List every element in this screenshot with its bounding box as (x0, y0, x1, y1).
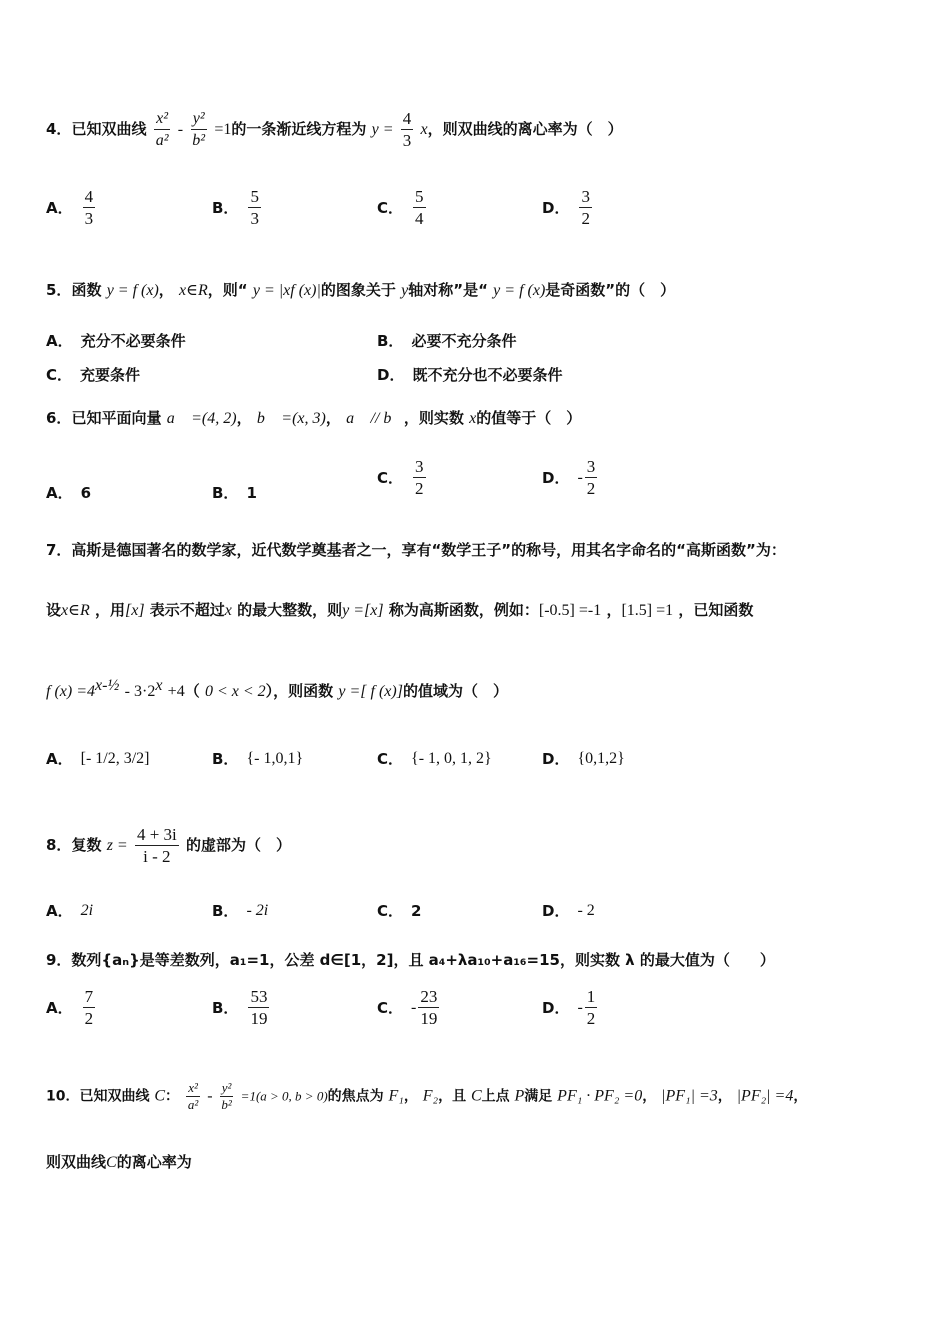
q4-stem: 4．已知双曲线 $\frac{\text{x²}}{\text{a²}}$ - $\frac{\text{y²}}{\text{b²}}$ =1的一条渐近线方程为 y = $\frac{4}{3}$ x，则双曲线的离心率为（ ） (46, 109, 623, 150)
q6-option-b[interactable]: B． 1 (212, 483, 257, 502)
q5-option-c[interactable]: C． 充要条件 (46, 366, 141, 384)
q9-option-a-frac: $\frac{7}{2}$ (84, 987, 94, 1028)
q9-option-c-frac: $\frac{23}{19}$ (420, 987, 438, 1028)
q9-option-b-frac: $\frac{53}{19}$ (250, 987, 268, 1028)
q4-option-b[interactable]: B． $\frac{5}{3}$ (212, 187, 259, 228)
q4-frac-y: $\frac{\text{y²}}{\text{b²}}$ (192, 110, 206, 149)
q8-option-d[interactable]: D． - 2 (542, 901, 595, 920)
q5-stem: 5．函数 y = f (x)， x∈R，则“ y = |xf (x)|的图象关于 y轴对称”是“ y = f (x)是奇函数”的（ ） (46, 281, 676, 299)
q8-option-a[interactable]: A． 2i (46, 901, 94, 920)
q6-option-d[interactable]: D． - $\frac{3}{2}$ (542, 457, 596, 498)
q4-option-b-frac: $\frac{5}{3}$ (250, 187, 259, 228)
q7-option-a[interactable]: A． [- 1/2, 3/2] (46, 749, 150, 768)
q10-line2: 则双曲线C的离心率为 (46, 1153, 192, 1171)
q7-line1: 7．高斯是德国著名的数学家，近代数学奠基者之一，享有“数学王子”的称号，用其名字命名的“高斯函数”为： (46, 541, 786, 559)
q4-option-a[interactable]: A． $\frac{4}{3}$ (46, 187, 94, 228)
q8-option-c[interactable]: C． 2 (377, 901, 422, 920)
q10-frac-x: $\frac{\text{x²}}{\text{a²}}$ (187, 1080, 199, 1112)
q6-option-c[interactable]: C． $\frac{3}{2}$ (377, 457, 424, 498)
q7-option-d[interactable]: D． {0,1,2} (542, 749, 625, 768)
q7-option-b[interactable]: B． {- 1,0,1} (212, 749, 304, 768)
q4-asym-frac: $\frac{4}{3}$ (402, 109, 412, 150)
q5-option-a[interactable]: A． 充分不必要条件 (46, 332, 186, 350)
q10-frac-y: $\frac{\text{y²}}{\text{b²}}$ (221, 1080, 232, 1112)
q5-option-b[interactable]: B． 必要不充分条件 (377, 332, 517, 350)
q6-option-c-frac: $\frac{3}{2}$ (415, 457, 424, 498)
q4-option-c[interactable]: C． $\frac{5}{4}$ (377, 187, 424, 228)
q9-option-b[interactable]: B． $\frac{53}{19}$ (212, 987, 268, 1028)
q7-line2: 设x∈R ，用[x] 表示不超过x 的最大整数，则y =[x] 称为高斯函数，例如：[-0.5] =-1 ，[1.5] =1 ，已知函数 (46, 601, 754, 619)
q4-frac-x: $\frac{\text{x²}}{\text{a²}}$ (155, 110, 169, 149)
q6-option-d-frac: $\frac{3}{2}$ (586, 457, 596, 498)
q4-option-c-frac: $\frac{5}{4}$ (415, 187, 424, 228)
q9-option-a[interactable]: A． $\frac{7}{2}$ (46, 987, 94, 1028)
q5-option-d[interactable]: D． 既不充分也不必要条件 (377, 366, 563, 384)
q6-stem: 6．已知平面向量 a⃗ =(4, 2)， b⃗ =(x, 3)， a⃗ // b⃗，则实数 x的值等于（ ） (46, 409, 582, 427)
q7-line3: f $(x) =4^{x-\frac{1}{2}} - 3\cdot 2^x +4$（ 0 < x < 2），则函数 y =[ f (x)]的值域为（ ） (46, 677, 508, 700)
q4-option-a-frac: $\frac{4}{3}$ (84, 187, 94, 228)
q9-stem: 9．数列{aₙ}是等差数列，a₁=1，公差 d∈[1，2]，且 a₄+λa₁₀+a₁₆=15，则实数 λ 的最大值为（ ） (46, 951, 775, 969)
q10-stem: 10．已知双曲线 C： $\frac{\text{x²}}{\text{a²}}$ - $\frac{\text{y²}}{\text{b²}}$ =1(a > 0, b > 0)的焦点为 F₁， F₂，且 C上点 P满足 PF₁ · PF₂ =0， |PF₁| =3， |PF₂| =4， (46, 1080, 808, 1112)
q8-stem: 8．复数 z = $\frac{4 + 3i}{i - 2}$ 的虚部为（ ） (46, 825, 292, 866)
q7-option-c[interactable]: C． {- 1, 0, 1, 2} (377, 749, 492, 768)
q8-option-b[interactable]: B． - 2i (212, 901, 269, 920)
q8-frac: $\frac{4 + 3i}{i - 2}$ (136, 825, 177, 866)
q9-option-c[interactable]: C． - $\frac{23}{19}$ (377, 987, 438, 1028)
q9-option-d-frac: $\frac{1}{2}$ (586, 987, 596, 1028)
q6-option-a[interactable]: A． 6 (46, 483, 92, 502)
q9-option-d[interactable]: D． - $\frac{1}{2}$ (542, 987, 596, 1028)
q4-option-d-frac: $\frac{3}{2}$ (581, 187, 590, 228)
q4-option-d[interactable]: D． $\frac{3}{2}$ (542, 187, 590, 228)
